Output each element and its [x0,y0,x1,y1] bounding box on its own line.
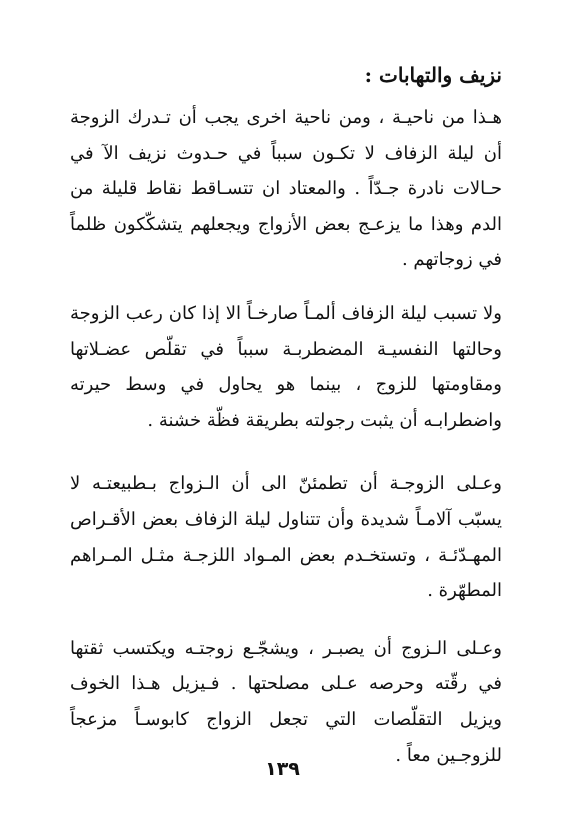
paragraph-1: هـذا من ناحيـة ، ومن ناحية اخرى يجب أن تـدرك الزوجة أن ليلة الزفاف لا تكـون سبباً في حـدوث نزيف الآ في حـالات نادرة جـدّاً . والمعتاد ان تتسـاقط نقاط قليلة من الدم وهذا ما يزعـج بعض الأزواج ويجعلهم يتشكّكون ظلماً في زوجاتهم . [70,107,502,271]
page-number: ١٣٩ [265,758,300,780]
section-heading: نزيف والتهابات : [364,63,502,87]
paragraph-4: وعـلى الـزوج أن يصبـر ، ويشجّـع زوجتـه ويكتسب ثقتها في رقّته وحرصه عـلى مصلحتها . فـيزيل هـذا الخوف ويزيل التقلّصات التي تجعل الزواج كابوسـاً مزعجاً للزوجـين معاً . [70,637,502,766]
paragraph-3: وعـلى الزوجـة أن تطمئنّ الى أن الـزواج بـطبيعتـه لا يسبّب آلامـاً شديدة وأن تتناول ليلة الزفاف بعض الأقـراص المهـدّئـة ، وتستخـدم بعض المـواد اللزجـة مثـل المـراهم المطهّرة . [70,473,502,602]
paragraph-2: ولا تسبب ليلة الزفاف ألمـاً صارخـاً الا إذا كان رعب الزوجة وحالتها النفسيـة المضطربـة سبباً في تقلّص عضـلاتها ومقاومتها للزوج ، بينما هو يحاول في وسط حيرته واضطرابـه أن يثبت رجولته بطريقة فظّة خشنة . [70,302,502,431]
page-content [70,58,502,773]
